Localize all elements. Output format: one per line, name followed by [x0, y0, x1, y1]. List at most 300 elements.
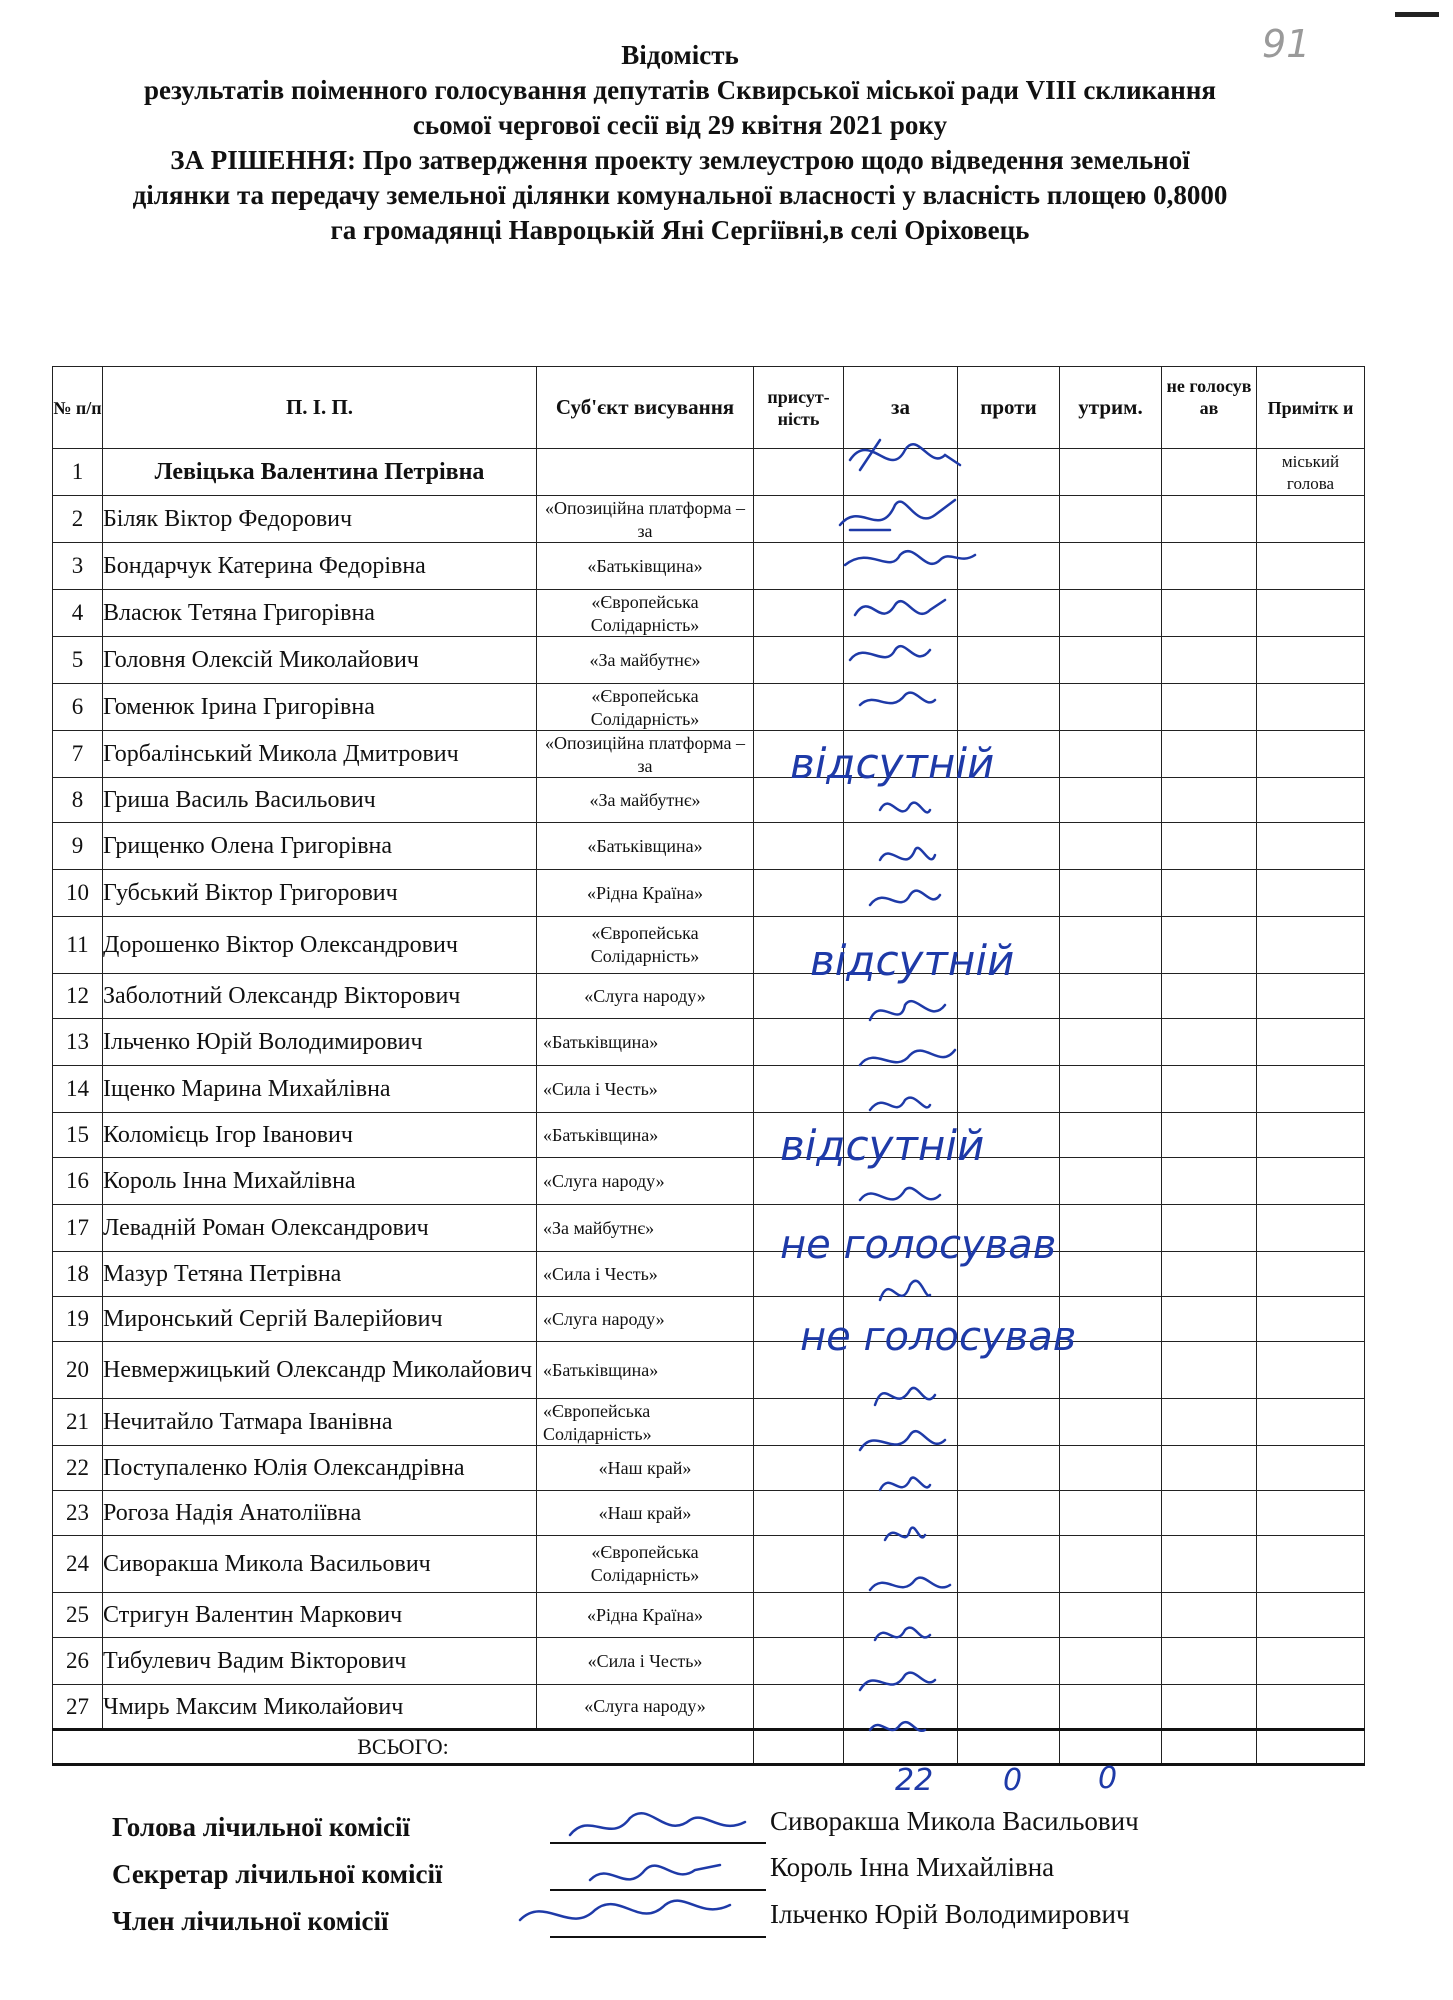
- vote-abstain-cell: [1060, 1446, 1162, 1491]
- deputy-name: Миронський Сергій Валерійович: [103, 1297, 537, 1342]
- row-number: 2: [53, 496, 103, 543]
- nominating-party: «За майбутнє»: [537, 637, 754, 684]
- presence-cell: [754, 974, 844, 1019]
- nominating-party: [537, 449, 754, 496]
- not-voted-cell: [1162, 590, 1257, 637]
- presence-cell: [754, 823, 844, 870]
- presence-cell: [754, 1019, 844, 1066]
- vote-for-cell: [844, 917, 958, 974]
- vote-for-cell: [844, 1113, 958, 1158]
- deputy-name: Левадній Роман Олександрович: [103, 1205, 537, 1252]
- vote-for-cell: [844, 1158, 958, 1205]
- deputy-name: Сиворакша Микола Васильович: [103, 1536, 537, 1593]
- total-note: [1257, 1730, 1365, 1765]
- note-cell: [1257, 1638, 1365, 1685]
- deputy-name: Губський Віктор Григорович: [103, 870, 537, 917]
- row-number: 16: [53, 1158, 103, 1205]
- vote-against-cell: [958, 1685, 1060, 1730]
- nominating-party: «Батьківщина»: [537, 1113, 754, 1158]
- nominating-party: «Опозиційна платформа – за: [537, 731, 754, 778]
- note-cell: [1257, 1685, 1365, 1730]
- vote-for-cell: [844, 449, 958, 496]
- table-row: [53, 731, 1365, 778]
- note-cell: [1257, 1205, 1365, 1252]
- deputy-name: Головня Олексій Миколайович: [103, 637, 537, 684]
- not-voted-cell: [1162, 1113, 1257, 1158]
- vote-against-cell: [958, 1297, 1060, 1342]
- deputy-name: Мазур Тетяна Петрівна: [103, 1252, 537, 1297]
- vote-against-cell: [958, 731, 1060, 778]
- note-cell: [1257, 1593, 1365, 1638]
- table-row: [53, 637, 1365, 684]
- presence-cell: [754, 1297, 844, 1342]
- deputy-name: Заболотний Олександр Вікторович: [103, 974, 537, 1019]
- not-voted-cell: [1162, 1252, 1257, 1297]
- table-row: [53, 1019, 1365, 1066]
- vote-abstain-cell: [1060, 778, 1162, 823]
- vote-abstain-cell: [1060, 1638, 1162, 1685]
- vote-for-cell: [844, 1399, 958, 1446]
- table-row: [53, 974, 1365, 1019]
- presence-cell: [754, 637, 844, 684]
- header-line-2: результатів поіменного голосування депутатів Сквирської міської ради VIII скликання: [143, 75, 1217, 105]
- not-voted-cell: [1162, 1066, 1257, 1113]
- signature-secretary: [590, 1865, 720, 1880]
- note-cell: [1257, 1019, 1365, 1066]
- deputy-name: Левіцька Валентина Петрівна: [103, 449, 537, 496]
- not-voted-cell: [1162, 449, 1257, 496]
- presence-cell: [754, 1446, 844, 1491]
- table-row: [53, 1593, 1365, 1638]
- commission-secretary-label: Секретар лічильної комісії: [112, 1859, 443, 1889]
- deputy-name: Горбалінський Микола Дмитрович: [103, 731, 537, 778]
- table-row: [53, 917, 1365, 974]
- presence-cell: [754, 1158, 844, 1205]
- deputy-name: Грищенко Олена Григорівна: [103, 823, 537, 870]
- presence-cell: [754, 1685, 844, 1730]
- total-not-voted: [1162, 1730, 1257, 1765]
- presence-cell: [754, 731, 844, 778]
- vote-for-cell: [844, 1536, 958, 1593]
- deputy-name: Стригун Валентин Маркович: [103, 1593, 537, 1638]
- vote-for-cell: [844, 974, 958, 1019]
- row-number: 22: [53, 1446, 103, 1491]
- row-number: 26: [53, 1638, 103, 1685]
- not-voted-cell: [1162, 496, 1257, 543]
- vote-against-cell: [958, 1252, 1060, 1297]
- commission-member-label: Член лічильної комісії: [112, 1906, 389, 1936]
- row-number: 23: [53, 1491, 103, 1536]
- note-absent-row-7: відсутній: [790, 739, 995, 788]
- row-number: 1: [53, 449, 103, 496]
- vote-for-cell: [844, 1638, 958, 1685]
- col-header-note: Примітк и: [1257, 367, 1365, 449]
- table-row: [53, 1158, 1365, 1205]
- col-header-not-voted: не голосув ав: [1162, 367, 1257, 449]
- row-number: 11: [53, 917, 103, 974]
- presence-cell: [754, 870, 844, 917]
- vote-against-cell: [958, 1491, 1060, 1536]
- vote-against-cell: [958, 1205, 1060, 1252]
- table-row: [53, 1252, 1365, 1297]
- signature-line-secretary: [550, 1889, 766, 1891]
- vote-abstain-cell: [1060, 974, 1162, 1019]
- header-line-6: га громадянці Навроцькій Яні Сергіївні,в селі Оріховець: [330, 215, 1030, 245]
- row-number: 9: [53, 823, 103, 870]
- vote-against-cell: [958, 823, 1060, 870]
- vote-against-cell: [958, 1113, 1060, 1158]
- vote-against-cell: [958, 1638, 1060, 1685]
- vote-against-cell: [958, 684, 1060, 731]
- note-cell: [1257, 543, 1365, 590]
- vote-for-cell: [844, 590, 958, 637]
- nominating-party: «Рідна Країна»: [537, 1593, 754, 1638]
- not-voted-cell: [1162, 1342, 1257, 1399]
- nominating-party: «За майбутнє»: [537, 778, 754, 823]
- table-row: [53, 1491, 1365, 1536]
- presence-cell: [754, 1399, 844, 1446]
- vote-abstain-cell: [1060, 543, 1162, 590]
- note-cell: [1257, 1113, 1365, 1158]
- nominating-party: «Європейська Солідарність»: [537, 590, 754, 637]
- table-row: [53, 1205, 1365, 1252]
- not-voted-cell: [1162, 1491, 1257, 1536]
- table-row: [53, 778, 1365, 823]
- not-voted-cell: [1162, 1158, 1257, 1205]
- table-row: [53, 823, 1365, 870]
- row-number: 12: [53, 974, 103, 1019]
- not-voted-cell: [1162, 1685, 1257, 1730]
- col-header-party: Суб'єкт висування: [537, 367, 754, 449]
- table-row: [53, 1536, 1365, 1593]
- total-label: ВСЬОГО:: [53, 1730, 754, 1765]
- vote-abstain-cell: [1060, 1536, 1162, 1593]
- table-row: [53, 590, 1365, 637]
- vote-for-cell: [844, 684, 958, 731]
- col-header-against: проти: [958, 367, 1060, 449]
- row-number: 24: [53, 1536, 103, 1593]
- row-number: 4: [53, 590, 103, 637]
- deputy-name: Ільченко Юрій Володимирович: [103, 1019, 537, 1066]
- table-header-row: [53, 367, 1365, 449]
- vote-for-cell: [844, 496, 958, 543]
- vote-against-cell: [958, 590, 1060, 637]
- note-cell: [1257, 778, 1365, 823]
- not-voted-cell: [1162, 823, 1257, 870]
- note-cell: [1257, 1399, 1365, 1446]
- table-row: [53, 1638, 1365, 1685]
- table-row: [53, 684, 1365, 731]
- vote-abstain-cell: [1060, 1685, 1162, 1730]
- vote-for-cell: [844, 1205, 958, 1252]
- corner-mark: [1395, 12, 1439, 17]
- row-number: 14: [53, 1066, 103, 1113]
- not-voted-cell: [1162, 1019, 1257, 1066]
- vote-abstain-cell: [1060, 1491, 1162, 1536]
- vote-against-cell: [958, 543, 1060, 590]
- note-cell: міський голова: [1257, 449, 1365, 496]
- commission-secretary-name: Король Інна Михайлівна: [770, 1852, 1055, 1882]
- vote-abstain-cell: [1060, 1342, 1162, 1399]
- deputy-name: Поступаленко Юлія Олександрівна: [103, 1446, 537, 1491]
- vote-abstain-cell: [1060, 1399, 1162, 1446]
- not-voted-cell: [1162, 917, 1257, 974]
- deputy-name: Невмержицький Олександр Миколайович: [103, 1342, 537, 1399]
- note-cell: [1257, 1066, 1365, 1113]
- vote-abstain-cell: [1060, 1158, 1162, 1205]
- deputy-name: Чмирь Максим Миколайович: [103, 1685, 537, 1730]
- table-row: [53, 1066, 1365, 1113]
- presence-cell: [754, 778, 844, 823]
- row-number: 13: [53, 1019, 103, 1066]
- nominating-party: «Європейська Солідарність»: [537, 1399, 754, 1446]
- not-voted-cell: [1162, 1593, 1257, 1638]
- vote-for-cell: [844, 1066, 958, 1113]
- nominating-party: «Наш край»: [537, 1491, 754, 1536]
- presence-cell: [754, 449, 844, 496]
- vote-abstain-cell: [1060, 917, 1162, 974]
- commission-signatures: [520, 1813, 745, 1920]
- vote-against-cell: [958, 974, 1060, 1019]
- row-number: 15: [53, 1113, 103, 1158]
- page-number: 91: [1262, 22, 1311, 66]
- not-voted-cell: [1162, 731, 1257, 778]
- table-row: [53, 870, 1365, 917]
- nominating-party: «Опозиційна платформа – за: [537, 496, 754, 543]
- vote-abstain-cell: [1060, 1252, 1162, 1297]
- vote-for-cell: [844, 1342, 958, 1399]
- row-number: 8: [53, 778, 103, 823]
- presence-cell: [754, 590, 844, 637]
- header-line-4: ЗА РІШЕННЯ: Про затвердження проекту землеустрою щодо відведення земельної: [170, 145, 1190, 175]
- commission-head-name: Сиворакша Микола Васильович: [770, 1806, 1139, 1836]
- deputy-name: Біляк Віктор Федорович: [103, 496, 537, 543]
- col-header-presence: присут-ність: [754, 367, 844, 449]
- row-number: 18: [53, 1252, 103, 1297]
- presence-cell: [754, 1593, 844, 1638]
- vote-for-cell: [844, 731, 958, 778]
- vote-against-cell: [958, 1593, 1060, 1638]
- presence-cell: [754, 543, 844, 590]
- col-header-name: П. І. П.: [103, 367, 537, 449]
- nominating-party: «Європейська Солідарність»: [537, 917, 754, 974]
- note-cell: [1257, 974, 1365, 1019]
- note-cell: [1257, 590, 1365, 637]
- vote-against-cell: [958, 1066, 1060, 1113]
- row-number: 6: [53, 684, 103, 731]
- vote-against-cell: [958, 917, 1060, 974]
- note-cell: [1257, 917, 1365, 974]
- vote-abstain-cell: [1060, 870, 1162, 917]
- vote-for-cell: [844, 1491, 958, 1536]
- presence-cell: [754, 1113, 844, 1158]
- vote-for-cell: [844, 1593, 958, 1638]
- vote-for-cell: [844, 870, 958, 917]
- deputy-name: Король Інна Михайлівна: [103, 1158, 537, 1205]
- nominating-party: «Слуга народу»: [537, 974, 754, 1019]
- presence-cell: [754, 1342, 844, 1399]
- vote-against-cell: [958, 1446, 1060, 1491]
- note-cell: [1257, 637, 1365, 684]
- nominating-party: «Сила і Честь»: [537, 1066, 754, 1113]
- table-row: [53, 1342, 1365, 1399]
- vote-abstain-cell: [1060, 731, 1162, 778]
- row-number: 20: [53, 1342, 103, 1399]
- vote-for-cell: [844, 637, 958, 684]
- not-voted-cell: [1162, 870, 1257, 917]
- not-voted-cell: [1162, 1446, 1257, 1491]
- signature-line-head: [550, 1842, 766, 1844]
- note-absent-row-15: відсутній: [780, 1121, 985, 1170]
- col-header-for: за: [844, 367, 958, 449]
- note-cell: [1257, 1491, 1365, 1536]
- presence-cell: [754, 1252, 844, 1297]
- vote-abstain-cell: [1060, 1593, 1162, 1638]
- commission-member-name: Ільченко Юрій Володимирович: [770, 1899, 1130, 1929]
- total-presence: [754, 1730, 844, 1765]
- note-not-voted-row-17: не голосував: [780, 1222, 1057, 1268]
- deputy-name: Гоменюк Ірина Григорівна: [103, 684, 537, 731]
- nominating-party: «Батьківщина»: [537, 823, 754, 870]
- vote-against-cell: [958, 637, 1060, 684]
- total-for: [844, 1730, 958, 1765]
- presence-cell: [754, 1205, 844, 1252]
- vote-against-cell: [958, 1536, 1060, 1593]
- vote-against-cell: [958, 1158, 1060, 1205]
- vote-for-cell: [844, 1019, 958, 1066]
- note-absent-row-11: відсутній: [810, 936, 1015, 985]
- vote-abstain-cell: [1060, 1066, 1162, 1113]
- row-number: 25: [53, 1593, 103, 1638]
- note-cell: [1257, 684, 1365, 731]
- deputy-name: Гриша Василь Васильович: [103, 778, 537, 823]
- deputy-name: Коломієць Ігор Іванович: [103, 1113, 537, 1158]
- nominating-party: «Наш край»: [537, 1446, 754, 1491]
- vote-against-cell: [958, 1342, 1060, 1399]
- vote-abstain-cell: [1060, 1205, 1162, 1252]
- not-voted-cell: [1162, 1205, 1257, 1252]
- vote-abstain-cell: [1060, 1019, 1162, 1066]
- vote-for-cell: [844, 1685, 958, 1730]
- deputy-name: Тибулевич Вадим Вікторович: [103, 1638, 537, 1685]
- col-header-abstain: утрим.: [1060, 367, 1162, 449]
- vote-for-cell: [844, 1297, 958, 1342]
- note-cell: [1257, 1158, 1365, 1205]
- presence-cell: [754, 1491, 844, 1536]
- header-line-5: ділянки та передачу земельної ділянки комунальної власності у власність площею 0,8000: [132, 180, 1228, 210]
- not-voted-cell: [1162, 1536, 1257, 1593]
- row-number: 7: [53, 731, 103, 778]
- presence-cell: [754, 1536, 844, 1593]
- deputy-name: Нечитайло Татмара Іванівна: [103, 1399, 537, 1446]
- row-number: 10: [53, 870, 103, 917]
- table-row: [53, 496, 1365, 543]
- vote-for-cell: [844, 1446, 958, 1491]
- not-voted-cell: [1162, 543, 1257, 590]
- total-against: [958, 1730, 1060, 1765]
- header-line-3: сьомої чергової сесії від 29 квітня 2021 року: [412, 110, 948, 140]
- voting-table: [52, 366, 1365, 1766]
- header-title: Відомість: [621, 40, 739, 70]
- vote-abstain-cell: [1060, 590, 1162, 637]
- signature-head: [570, 1813, 745, 1835]
- vote-against-cell: [958, 449, 1060, 496]
- commission-head-label: Голова лічильної комісії: [112, 1812, 410, 1842]
- row-number: 19: [53, 1297, 103, 1342]
- note-cell: [1257, 1446, 1365, 1491]
- nominating-party: «Рідна Країна»: [537, 870, 754, 917]
- deputy-name: Бондарчук Катерина Федорівна: [103, 543, 537, 590]
- nominating-party: «Батьківщина»: [537, 1342, 754, 1399]
- table-row: [53, 1297, 1365, 1342]
- col-header-num: № п/п: [53, 367, 103, 449]
- not-voted-cell: [1162, 974, 1257, 1019]
- signature-line-member: [550, 1936, 766, 1938]
- vote-against-cell: [958, 1019, 1060, 1066]
- signature-member: [520, 1901, 730, 1920]
- table-row: [53, 1399, 1365, 1446]
- note-cell: [1257, 1342, 1365, 1399]
- total-abstain-value: 0: [1098, 1761, 1118, 1796]
- nominating-party: «Європейська Солідарність»: [537, 1536, 754, 1593]
- vote-against-cell: [958, 1399, 1060, 1446]
- row-number: 21: [53, 1399, 103, 1446]
- vote-against-cell: [958, 778, 1060, 823]
- vote-against-cell: [958, 870, 1060, 917]
- total-abstain: [1060, 1730, 1162, 1765]
- table-row: [53, 543, 1365, 590]
- vote-against-cell: [958, 496, 1060, 543]
- not-voted-cell: [1162, 684, 1257, 731]
- vote-abstain-cell: [1060, 637, 1162, 684]
- vote-for-cell: [844, 1252, 958, 1297]
- note-cell: [1257, 731, 1365, 778]
- deputy-name: Іщенко Марина Михайлівна: [103, 1066, 537, 1113]
- document-header: [40, 38, 1320, 248]
- vote-abstain-cell: [1060, 1113, 1162, 1158]
- note-cell: [1257, 1252, 1365, 1297]
- not-voted-cell: [1162, 637, 1257, 684]
- nominating-party: «Слуга народу»: [537, 1685, 754, 1730]
- note-cell: [1257, 870, 1365, 917]
- nominating-party: «Сила і Честь»: [537, 1252, 754, 1297]
- note-cell: [1257, 823, 1365, 870]
- nominating-party: «Сила і Честь»: [537, 1638, 754, 1685]
- table-row: [53, 1113, 1365, 1158]
- nominating-party: «Слуга народу»: [537, 1158, 754, 1205]
- vote-for-cell: [844, 778, 958, 823]
- not-voted-cell: [1162, 1638, 1257, 1685]
- note-cell: [1257, 1297, 1365, 1342]
- total-row: [53, 1730, 1365, 1765]
- note-cell: [1257, 1536, 1365, 1593]
- note-cell: [1257, 496, 1365, 543]
- vote-abstain-cell: [1060, 823, 1162, 870]
- not-voted-cell: [1162, 1297, 1257, 1342]
- table-row: [53, 449, 1365, 496]
- total-against-value: 0: [1003, 1763, 1023, 1798]
- row-number: 3: [53, 543, 103, 590]
- presence-cell: [754, 1638, 844, 1685]
- total-for-value: 22: [895, 1763, 934, 1798]
- nominating-party: «За майбутнє»: [537, 1205, 754, 1252]
- vote-abstain-cell: [1060, 684, 1162, 731]
- not-voted-cell: [1162, 778, 1257, 823]
- nominating-party: «Слуга народу»: [537, 1297, 754, 1342]
- presence-cell: [754, 496, 844, 543]
- table-row: [53, 1446, 1365, 1491]
- presence-cell: [754, 684, 844, 731]
